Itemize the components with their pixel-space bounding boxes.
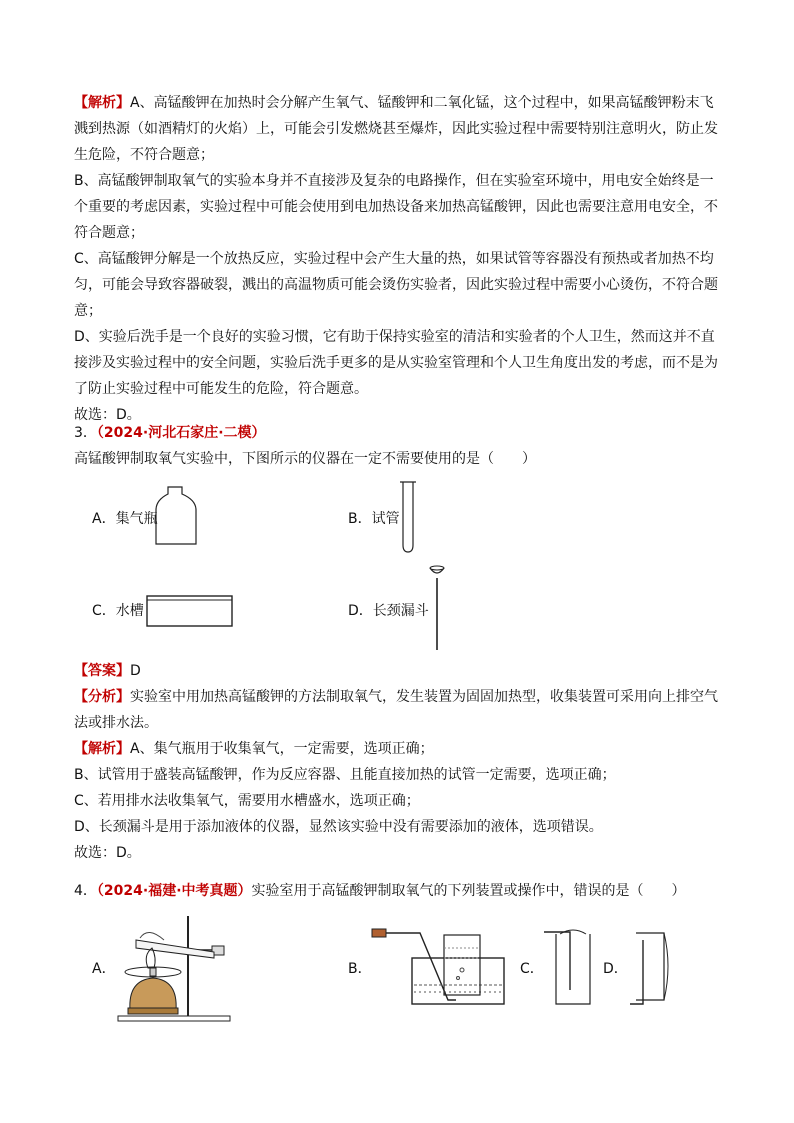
explain-d: D、长颈漏斗是用于添加液体的仪器，显然该实验中没有需要添加的液体，选项错误。 [74,819,603,835]
q3-option-d: D．长颈漏斗 [348,603,429,619]
explain-a: 【解析】A、集气瓶用于收集氧气，一定需要，选项正确； [74,741,434,757]
analysis-previous [74,90,724,428]
analysis-line: 【分析】实验室中用加热高锰酸钾的方法制取氧气，发生装置为固固加热型，收集装置可采用向上排空气法或排水法。 [74,689,718,731]
analysis-d: D、实验后洗手是一个良好的实验习惯，它有助于保持实验室的清洁和实验者的个人卫生，然而这并不直接涉及实验过程中的安全问题，实验后洗手更多的是从实验室管理和个人卫生角度出发的考虑，而不是为了防止实验过程中可能发生的危险，符合题意。 [74,329,718,397]
question-text: 实验室用于高锰酸钾制取氧气的下列装置或操作中，错误的是（ ） [251,883,686,899]
q4-option-b: B． [348,961,372,977]
question-number: 3． [74,425,97,441]
question-text: 高锰酸钾制取氧气实验中，下图所示的仪器在一定不需要使用的是（ ） [74,451,536,467]
question-source: （2024·河北石家庄·二模） [96,425,266,441]
analysis-c: C、高锰酸钾分解是一个放热反应，实验过程中会产生大量的热，如果试管等容器没有预热或者加热不均匀，可能会导致容器破裂，溅出的高温物质可能会烫伤实验者，因此实验过程中需要小心烫伤，不符合题意； [74,251,718,319]
question-3-stem [74,420,724,472]
answer-value: D [130,663,141,679]
explain-tag: 【解析】 [74,741,130,757]
analysis-tag: 【分析】 [74,689,130,705]
question-number: 4． [74,883,97,899]
analysis-choice: 故选：D。 [74,407,141,423]
q3-option-c: C．水槽 [92,603,144,619]
analysis-b: B、高锰酸钾制取氧气的实验本身并不直接涉及复杂的电路操作，但在实验室环境中，用电安全始终是一个重要的考虑因素，实验过程中可能会使用到电加热设备来加热高锰酸钾，因此也需要注意用电安全，不符合题意； [74,173,718,241]
q3-option-a: A．集气瓶 [92,511,158,527]
q4-option-a: A． [92,961,116,977]
choice-line: 故选：D。 [74,845,141,861]
question-source: （2024·福建·中考真题） [96,883,252,899]
downward-air-collection-icon [0,0,1,1]
explain-c: C、若用排水法收集氧气，需要用水槽盛水，选项正确； [74,793,420,809]
question-3-answer [74,658,724,866]
answer-line [74,658,724,684]
question-4-stem [74,878,724,904]
answer-tag: 【答案】 [74,663,130,679]
q3-option-b: B．试管 [348,511,400,527]
explain-b: B、试管用于盛装高锰酸钾，作为反应容器、且能直接加热的试管一定需要，选项正确； [74,767,616,783]
analysis-a: 【解析】A、高锰酸钾在加热时会分解产生氧气、锰酸钾和二氧化锰，这个过程中，如果高锰酸钾粉末飞溅到热源（如酒精灯的火焰）上，可能会引发燃烧甚至爆炸，因此实验过程中需要特别注意明火，防止发生危险，不符合题意； [74,95,718,163]
q4-option-d: D． [603,961,628,977]
analysis-tag: 【解析】 [74,95,130,111]
q4-option-c: C． [520,961,544,977]
